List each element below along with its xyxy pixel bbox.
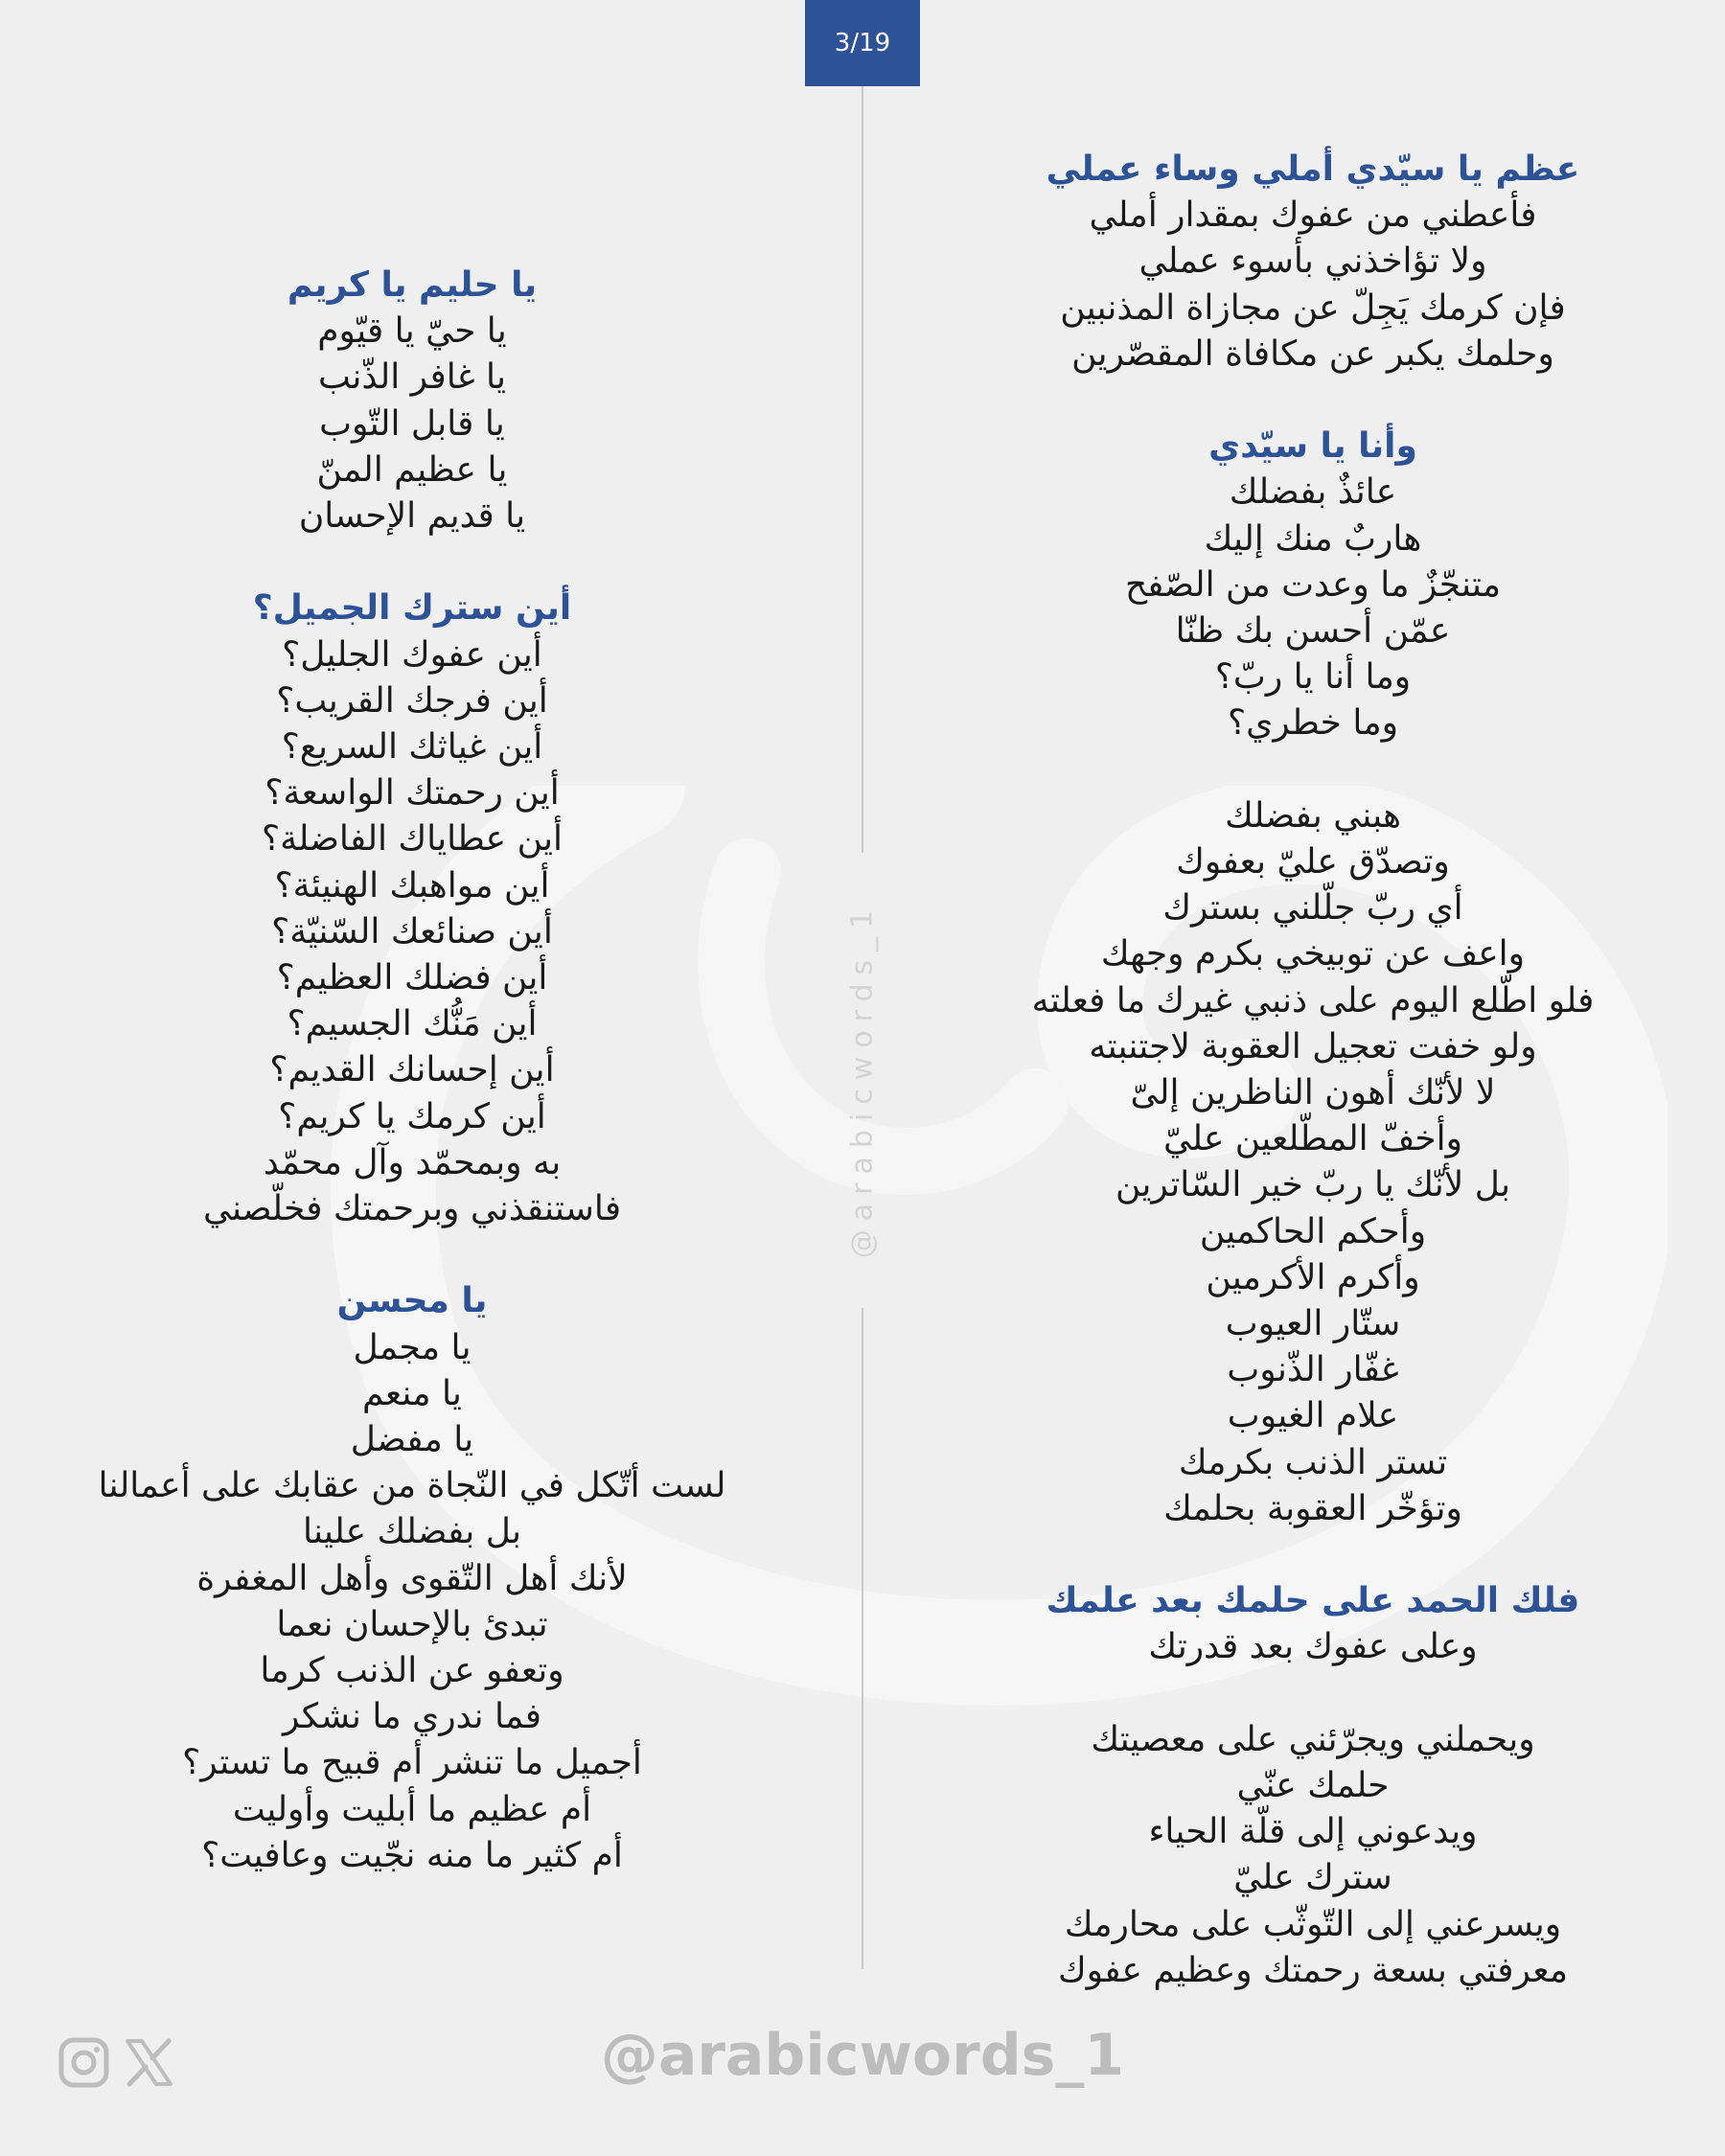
verse-line: أين كرمك يا كريم؟ <box>278 1096 546 1136</box>
verse-line: فإن كرمك يَجِلّ عن مجازاة المذنبين <box>1060 287 1566 328</box>
verse-line: أين فرجك القريب؟ <box>276 680 548 721</box>
verse-line: لأنك أهل التّقوى وأهل المغفرة <box>196 1558 628 1598</box>
verse-line: فاستنقذني وبرحمتك فخلّصني <box>202 1189 622 1229</box>
verse-line: ويدعوني إلى قلّة الحياء <box>1148 1812 1478 1852</box>
verse-line: لا لأنّك أهون الناظرين إلىّ <box>1130 1073 1496 1113</box>
verse-line: فما ندري ما نشكر <box>283 1697 541 1737</box>
verse-line: ولو خفت تعجيل العقوبة لاجتنبته <box>1089 1026 1537 1067</box>
stanza-heading: عظم يا سيّدي أملي وساء عملي <box>1046 149 1580 189</box>
stanza <box>58 585 767 1232</box>
verse-line: وما خطري؟ <box>1227 703 1398 744</box>
verse-line: وأكرم الأكرمين <box>1206 1257 1420 1297</box>
verse-line: متنجّزٌ ما وعدت من الصّفح <box>1124 564 1502 605</box>
verse-line: سترك عليّ <box>1233 1858 1392 1898</box>
verse-line: أين صنائعك السّنيّة؟ <box>271 911 553 952</box>
x-icon[interactable] <box>123 2036 175 2089</box>
stanza-heading: يا محسن <box>336 1281 488 1321</box>
verse-line: بل بفضلك علينا <box>303 1512 521 1552</box>
stanza-heading: وأنا يا سيّدي <box>1208 426 1417 467</box>
verse-line: أين إحسانك القديم؟ <box>269 1050 555 1090</box>
verse-line: يا مفضل <box>350 1420 474 1460</box>
stanza <box>1006 424 1620 746</box>
verse-line: ويسرعني إلى التّوثّب على محارمك <box>1064 1904 1562 1944</box>
verse-line: فأعطني من عفوك بمقدار أملي <box>1089 195 1537 236</box>
verse-line: وعلى عفوك بعد قدرتك <box>1148 1627 1478 1667</box>
verse-line: لست أتّكل في النّجاة من عقابك على أعمالنا <box>98 1466 726 1506</box>
verse-line: وتصدّق عليّ بعفوك <box>1176 842 1450 883</box>
verse-line: أين مَنُّك الجسيم؟ <box>287 1004 538 1044</box>
verse-line: تستر الذنب بكرمك <box>1178 1442 1448 1482</box>
verse-line: أم عظيم ما أبليت وأوليت <box>232 1789 592 1829</box>
verse-line: يا مجمل <box>353 1327 472 1367</box>
verse-line: واعف عن توبيخي بكرم وجهك <box>1100 934 1526 975</box>
verse-line: فلو اطّلع اليوم على ذنبي غيرك ما فعلته <box>1031 980 1595 1021</box>
verse-line: يا قديم الإحسان <box>298 496 526 537</box>
verse-line: أم كثير ما منه نجّيت وعافيت؟ <box>201 1835 623 1875</box>
verse-line: هاربٌ منك إليك <box>1204 518 1422 559</box>
verse-line: بل لأنّك يا ربّ خير السّاترين <box>1116 1165 1510 1205</box>
verse-line: حلمك عنّي <box>1236 1766 1390 1806</box>
stanza <box>1006 793 1620 1532</box>
stanza <box>1006 1717 1620 1994</box>
page-indicator: 3/19 <box>805 0 920 86</box>
verse-line: ولا تؤاخذني بأسوء عملي <box>1138 241 1487 282</box>
verse-line: وأخفّ المطّلعين عليّ <box>1162 1119 1463 1159</box>
verse-line: وأحكم الحاكمين <box>1199 1211 1427 1251</box>
verse-line: يا منعم <box>362 1373 462 1413</box>
verse-line: عمّن أحسن بك ظنّا <box>1175 611 1451 652</box>
verse-line: به وبمحمّد وآل محمّد <box>263 1142 562 1182</box>
verse-line: أي ربّ جلّلني بسترك <box>1162 888 1463 929</box>
verse-line: أين غياثك السريع؟ <box>281 727 543 768</box>
verse-line: معرفتي بسعة رحمتك وعظيم عفوك <box>1057 1950 1568 1990</box>
footer-handle: @arabicwords_1 <box>600 2022 1125 2089</box>
verse-line: يا غافر الذّنب <box>318 357 506 398</box>
verse-line: ويحملني ويجرّئني على معصيتك <box>1091 1719 1535 1759</box>
verse-line: هبني بفضلك <box>1225 795 1401 836</box>
stanza <box>1006 147 1620 378</box>
verse-line: أين مواهبك الهنيئة؟ <box>274 865 550 906</box>
verse-line: تبدئ بالإحسان نعما <box>276 1604 548 1644</box>
verse-line: أين عفوك الجليل؟ <box>282 634 542 675</box>
verse-line: أجميل ما تنشر أم قبيح ما تستر؟ <box>182 1743 642 1783</box>
verse-line: عائذٌ بفضلك <box>1229 472 1397 513</box>
stanza <box>58 1278 767 1879</box>
instagram-icon[interactable] <box>58 2036 110 2089</box>
verse-line: أين عطاياك الفاضلة؟ <box>262 819 563 860</box>
verse-line: يا عظيم المنّ <box>316 449 508 490</box>
left-column <box>58 263 767 1925</box>
verse-line: وما أنا يا ربّ؟ <box>1214 657 1412 698</box>
stanza <box>58 263 767 539</box>
right-column <box>1006 147 1620 2040</box>
stanza-heading: فلك الحمد على حلمك بعد علمك <box>1046 1581 1580 1621</box>
verse-line: ستّار العيوب <box>1225 1304 1401 1344</box>
stanza <box>1006 1578 1620 1670</box>
verse-line: غفّار الذّنوب <box>1227 1350 1399 1390</box>
verse-line: وحلمك يكبر عن مكافاة المقصّرين <box>1071 333 1554 374</box>
verse-line: علام الغيوب <box>1227 1396 1399 1436</box>
verse-line: يا حيّ يا قيّوم <box>317 311 507 352</box>
vertical-handle: @arabicwords_1 <box>845 901 880 1259</box>
verse-line: وتؤخّر العقوبة بحلمك <box>1163 1488 1462 1528</box>
verse-line: وتعفو عن الذنب كرما <box>260 1651 564 1691</box>
verse-line: أين فضلك العظيم؟ <box>276 958 548 998</box>
verse-line: أين رحمتك الواسعة؟ <box>264 773 560 814</box>
verse-line: يا قابل التّوب <box>319 403 505 444</box>
column-divider-bottom <box>862 1308 863 1969</box>
stanza-heading: أين سترك الجميل؟ <box>252 588 572 629</box>
stanza-heading: يا حليم يا كريم <box>287 265 538 305</box>
column-divider-top <box>862 86 863 853</box>
